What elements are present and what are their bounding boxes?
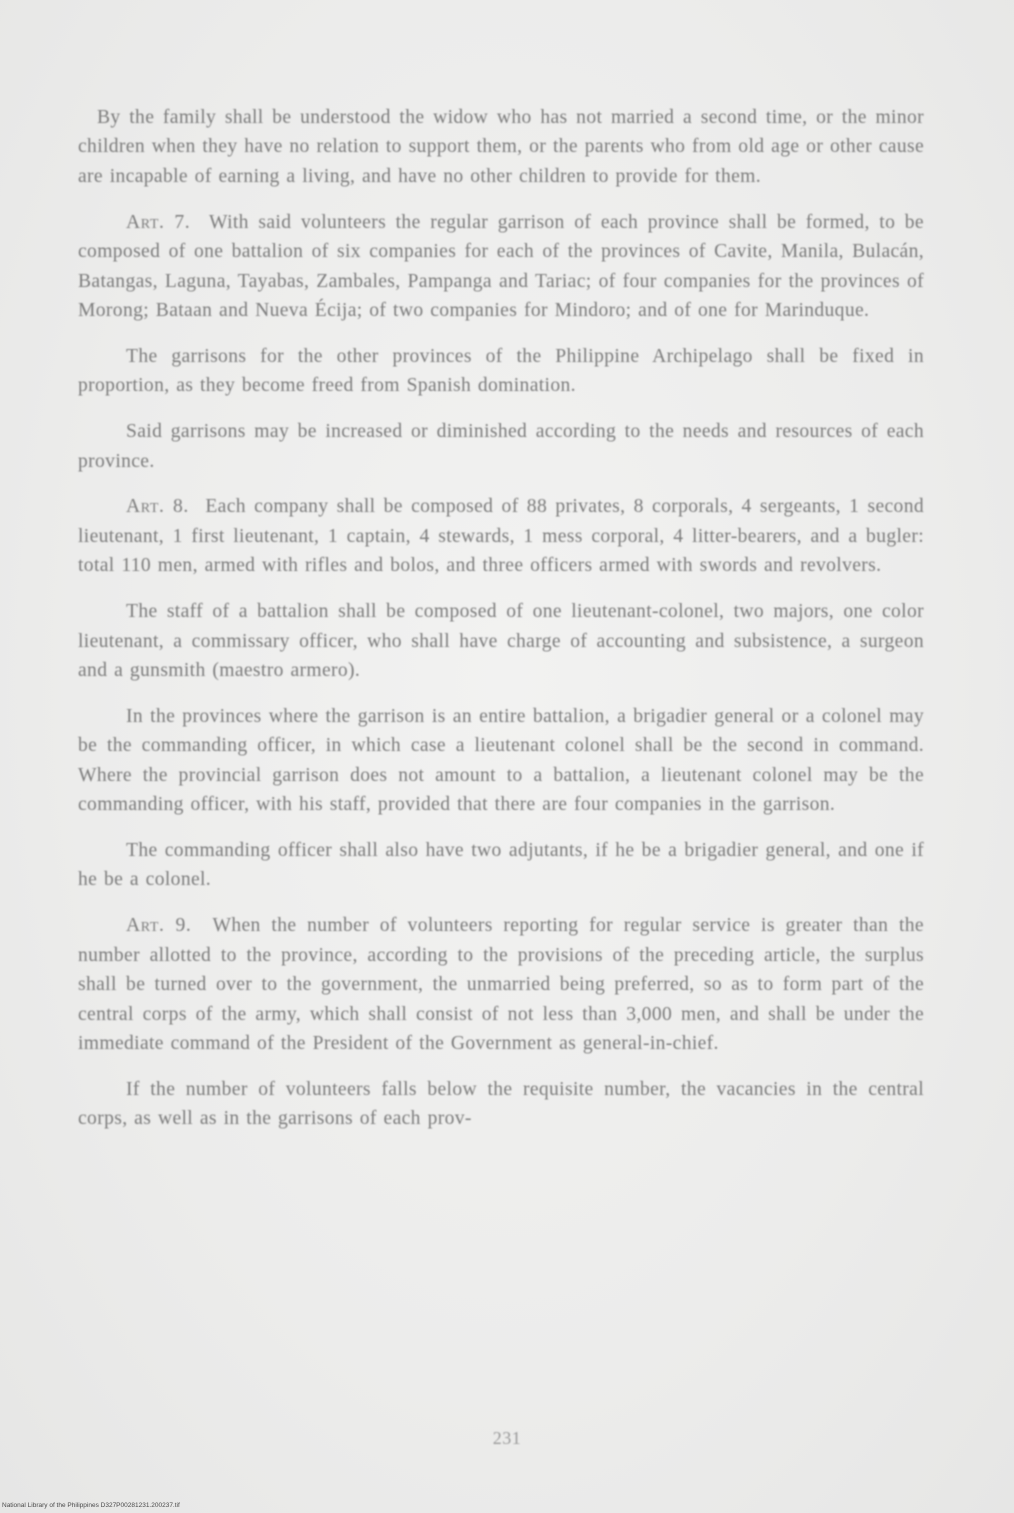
paragraph-battalion-staff <box>78 597 924 685</box>
paragraph-text: By the family shall be understood the widow who has not married a second time, or the minor children when they have no relation to support them, or the parents who from old age or other cause are incapable of earning a living, and have no other children to provide for them. <box>78 107 924 187</box>
paragraph-adjutants <box>78 836 924 895</box>
paragraph-text: Each company shall be composed of 88 privates, 8 corporals, 4 sergeants, 1 second lieutenant, 1 first lieutenant, 1 captain, 4 stewards, 1 mess corporal, 4 litter-bearers, and a bugler: total 110 men, armed with rifles and bolos, and three officers armed with swords and revolvers. <box>78 496 924 577</box>
body-text <box>78 103 924 1150</box>
paragraph-text: In the provinces where the garrison is an entire battalion, a brigadier general or a colonel may be the commanding officer, in which case a lieutenant colonel shall be the second in command. Where the provincial garrison does not amount to a battalion, a lieutenant colonel may be the commanding officer, with his staff, provided that there are four companies in the garrison. <box>78 705 924 816</box>
paragraph-vacancies <box>78 1075 924 1134</box>
paragraph-article-9 <box>78 911 924 1058</box>
article-label: Art. 7. <box>126 211 191 233</box>
paragraph-text: Said garrisons may be increased or diminished according to the needs and resources of each province. <box>78 421 924 472</box>
paragraph-text: The garrisons for the other provinces of the Philippine Archipelago shall be fixed in proportion, as they become freed from Spanish domination. <box>78 345 924 397</box>
paragraph-text: The commanding officer shall also have two adjutants, if he be a brigadier general, and one if he be a colonel. <box>78 840 924 891</box>
paragraph-family-definition <box>78 103 924 191</box>
paragraph-text: When the number of volunteers reporting for regular service is greater than the number allotted to the province, according to the provisions of the preceding article, the surplus shall be turned over to the government, the unmarried being preferred, so as to form part of the central corps of the army, which shall consist of not less than 3,000 men, and shall be under the immediate command of the President of the Government as general-in-chief. <box>78 915 924 1054</box>
archive-caption: National Library of the Philippines D327P00281231.200237.tif <box>2 1502 180 1509</box>
paragraph-text: If the number of volunteers falls below the requisite number, the vacancies in the central corps, as well as in the garrisons of each prov- <box>78 1078 924 1130</box>
paragraph-article-8 <box>78 492 924 580</box>
paragraph-article-7 <box>78 208 924 326</box>
paragraph-text: The staff of a battalion shall be composed of one lieutenant-colonel, two majors, one color lieutenant, a commissary officer, who shall have charge of accounting and subsistence, a surgeon and a gunsmith (maestro armero). <box>78 601 924 681</box>
page-number: 231 <box>492 1428 522 1448</box>
paragraph-commanding-officer <box>78 702 924 820</box>
paragraph-text: With said volunteers the regular garrison of each province shall be formed, to be composed of one battalion of six companies for each of the provinces of Cavite, Manila, Bulacán, Batangas, Laguna, Tayabas, Zambales, Pampanga and Tariac; of four companies for the provinces of Morong; Bataan and Nueva Écija; of two companies for Mindoro; and of one for Marinduque. <box>78 211 924 321</box>
article-label: Art. 9. <box>126 915 192 937</box>
paragraph-garrison-changes <box>78 417 924 476</box>
paragraph-other-garrisons <box>78 342 924 401</box>
article-label: Art. 8. <box>126 496 189 518</box>
